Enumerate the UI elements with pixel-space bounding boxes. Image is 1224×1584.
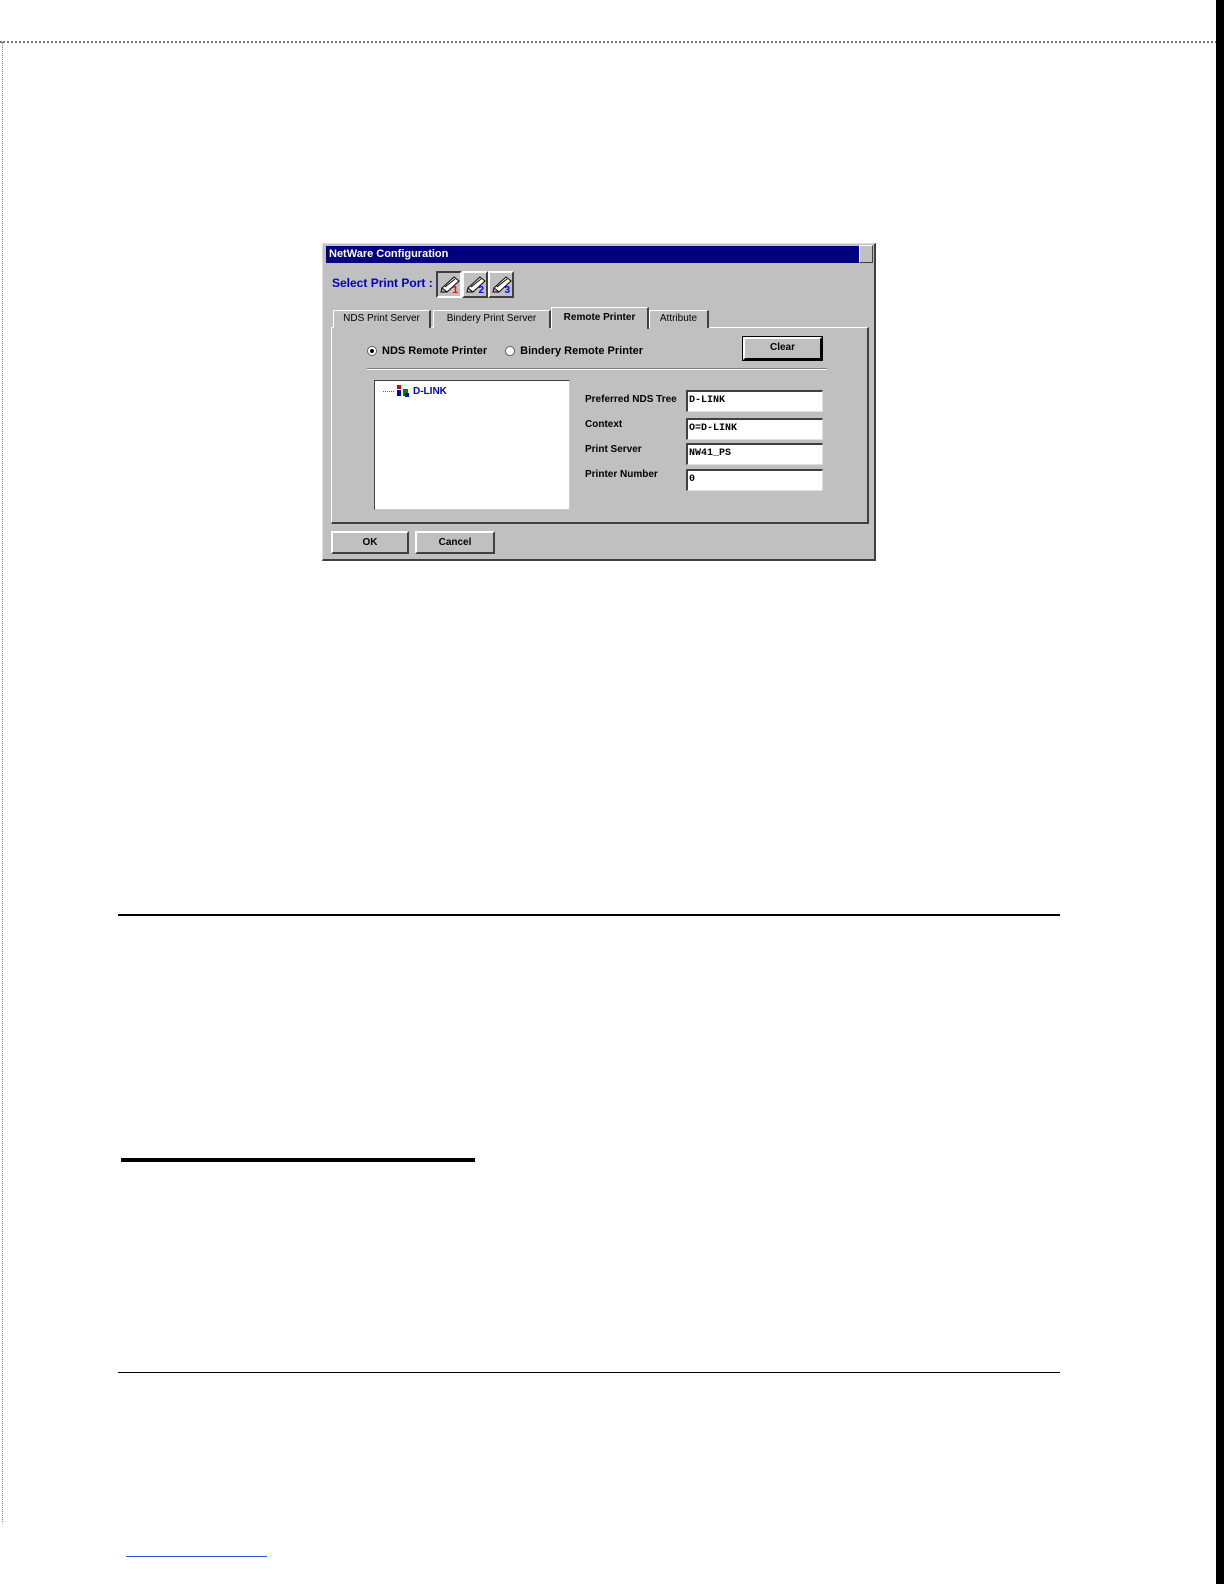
title-bar-button[interactable] xyxy=(859,245,873,263)
nds-tree-icon xyxy=(396,384,410,398)
port-number: 3 xyxy=(504,285,510,296)
page-rule-4 xyxy=(126,1556,267,1557)
port-number: 1 xyxy=(452,285,458,296)
page-rule-3 xyxy=(118,1372,1060,1373)
context-field[interactable]: O=D-LINK xyxy=(686,418,823,440)
port-number: 2 xyxy=(478,285,484,296)
page-rule-2 xyxy=(121,1158,475,1162)
print-port-buttons xyxy=(436,271,514,298)
printer-number-label: Printer Number xyxy=(585,469,658,480)
print-server-label: Print Server xyxy=(585,444,642,455)
ok-button[interactable]: OK xyxy=(331,531,409,554)
print-port-1-button[interactable] xyxy=(436,271,462,298)
bindery-remote-printer-radio[interactable] xyxy=(505,346,515,356)
preferred-nds-tree-label: Preferred NDS Tree xyxy=(585,394,677,405)
select-print-port-label: Select Print Port : xyxy=(332,276,433,290)
tab-remote-printer[interactable]: Remote Printer xyxy=(551,307,649,329)
bindery-remote-printer-label: Bindery Remote Printer xyxy=(520,345,644,357)
tab-bindery-print-server[interactable]: Bindery Print Server xyxy=(433,310,551,328)
print-server-field[interactable]: NW41_PS xyxy=(686,443,823,465)
page-dotted-border-left xyxy=(2,42,3,1522)
separator xyxy=(367,368,827,370)
printer-type-radio-group xyxy=(367,345,661,357)
context-label: Context xyxy=(585,419,623,430)
nds-remote-printer-label: NDS Remote Printer xyxy=(382,345,488,357)
cancel-button[interactable]: Cancel xyxy=(415,531,495,554)
tab-attribute[interactable]: Attribute xyxy=(649,310,709,328)
page-dotted-border-top xyxy=(0,41,1224,43)
tab-nds-print-server[interactable]: NDS Print Server xyxy=(333,310,431,328)
nds-remote-printer-radio[interactable] xyxy=(367,346,377,356)
printer-number-field[interactable]: 0 xyxy=(686,469,823,491)
nds-tree-view[interactable] xyxy=(374,380,570,510)
clear-button[interactable]: Clear xyxy=(743,337,822,360)
tree-root-label: D-LINK xyxy=(413,385,447,397)
tree-connector xyxy=(383,391,394,392)
preferred-nds-tree-field[interactable]: D-LINK xyxy=(686,390,823,412)
dialog-title: NetWare Configuration xyxy=(326,246,859,263)
netware-configuration-dialog xyxy=(322,243,876,561)
print-port-3-button[interactable] xyxy=(488,271,514,298)
print-port-2-button[interactable] xyxy=(462,271,488,298)
tree-item-root[interactable] xyxy=(383,384,447,398)
page-rule-1 xyxy=(118,914,1060,916)
page-edge-bar xyxy=(1216,0,1224,1584)
